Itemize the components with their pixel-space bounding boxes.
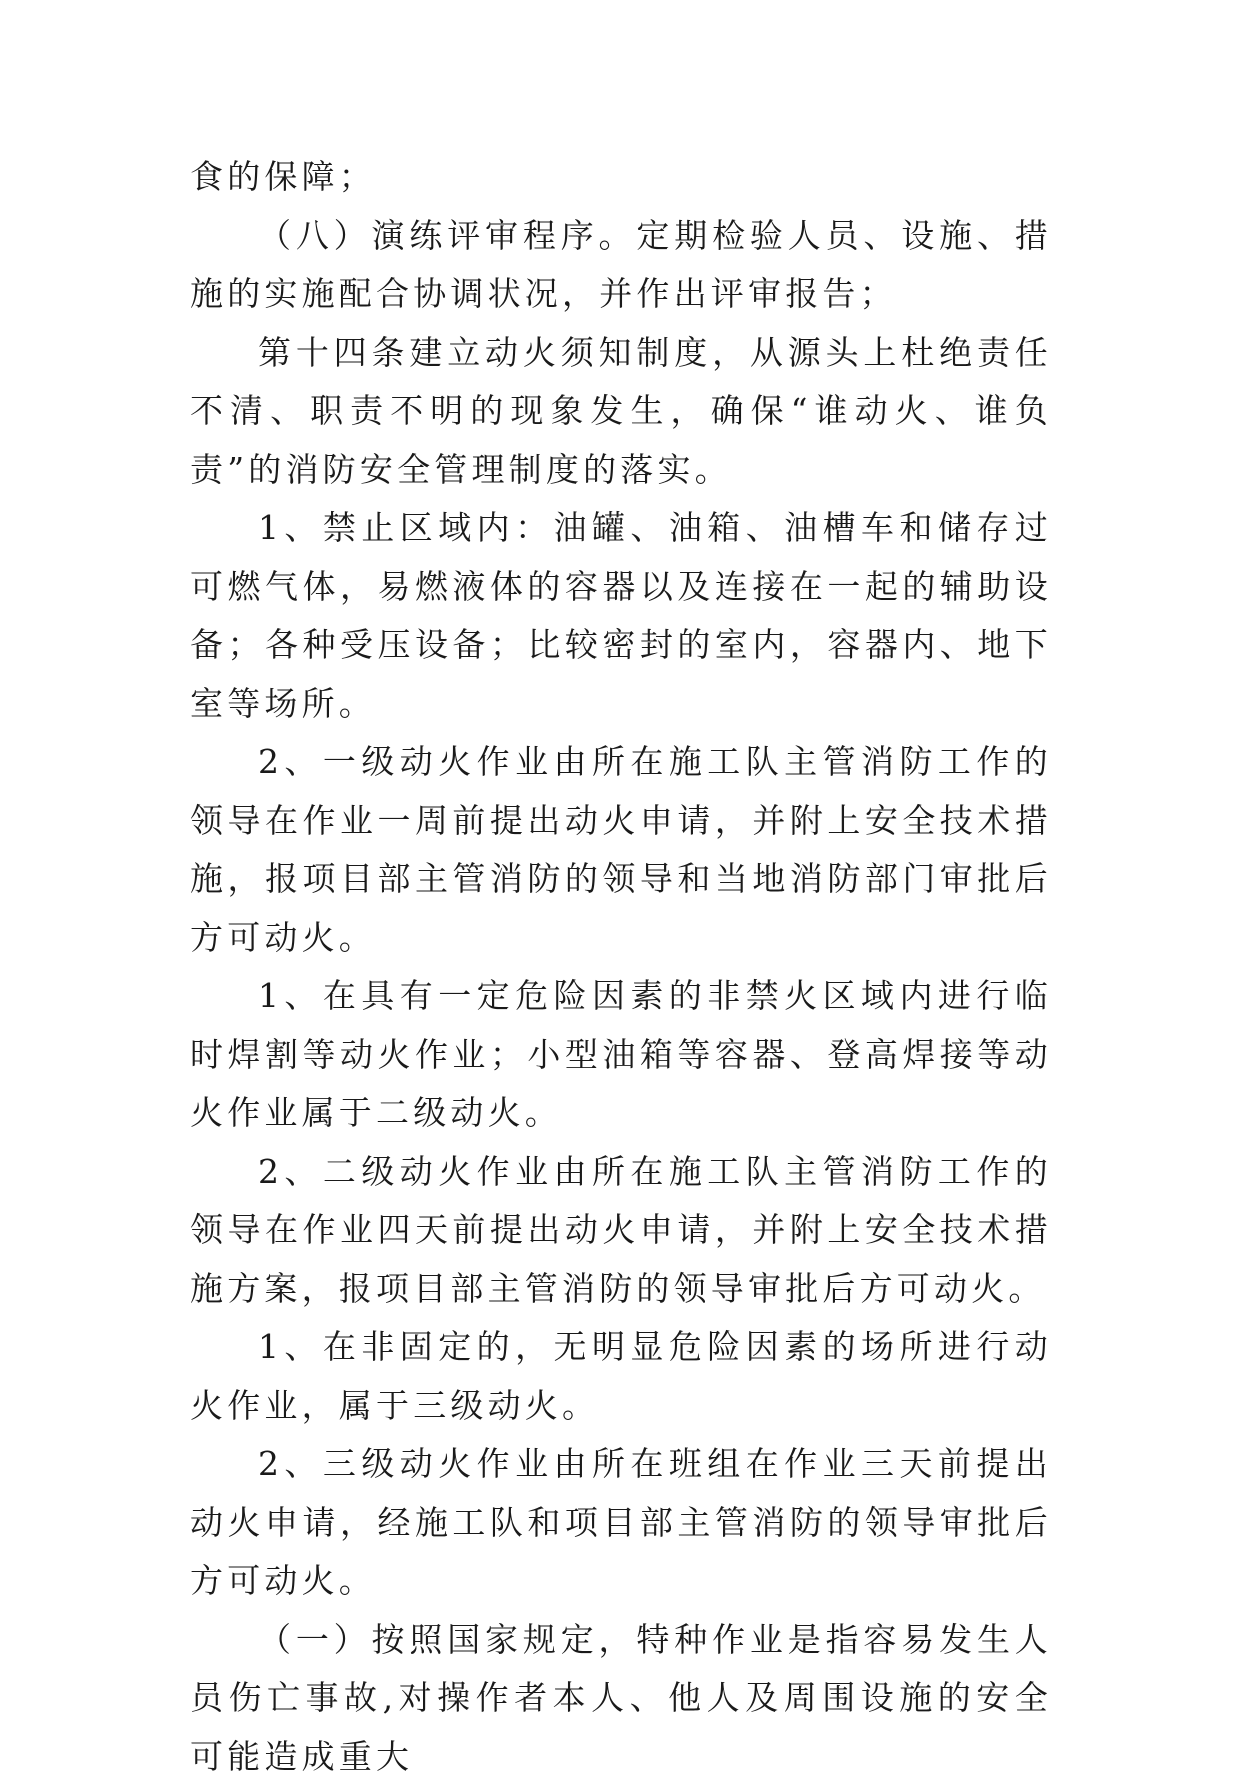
document-body [190, 148, 1052, 1786]
paragraph-special-operations: （一）按照国家规定，特种作业是指容易发生人员伤亡事故,对操作者本人、他人及周围设施的安全可能造成重大 [190, 1611, 1052, 1786]
paragraph-article-14: 第十四条建立动火须知制度，从源头上杜绝责任不清、职责不明的现象发生，确保“谁动火、谁负责”的消防安全管理制度的落实。 [190, 324, 1052, 500]
paragraph-drill-review: （八）演练评审程序。定期检验人员、设施、措施的实施配合协调状况，并作出评审报告； [190, 207, 1052, 324]
paragraph-level-1-procedure: 2、一级动火作业由所在施工队主管消防工作的领导在作业一周前提出动火申请，并附上安全技术措施，报项目部主管消防的领导和当地消防部门审批后方可动火。 [190, 733, 1052, 967]
paragraph-prohibited-area: 1、禁止区域内：油罐、油箱、油槽车和储存过可燃气体，易燃液体的容器以及连接在一起的辅助设备；各种受压设备；比较密封的室内，容器内、地下室等场所。 [190, 499, 1052, 733]
paragraph-level-2-procedure: 2、二级动火作业由所在施工队主管消防工作的领导在作业四天前提出动火申请，并附上安全技术措施方案，报项目部主管消防的领导审批后方可动火。 [190, 1143, 1052, 1319]
paragraph-continuation: 食的保障； [190, 148, 1052, 207]
paragraph-level-3-definition: 1、在非固定的，无明显危险因素的场所进行动火作业，属于三级动火。 [190, 1318, 1052, 1435]
paragraph-level-2-definition: 1、在具有一定危险因素的非禁火区域内进行临时焊割等动火作业；小型油箱等容器、登高焊接等动火作业属于二级动火。 [190, 967, 1052, 1143]
paragraph-level-3-procedure: 2、三级动火作业由所在班组在作业三天前提出动火申请，经施工队和项目部主管消防的领导审批后方可动火。 [190, 1435, 1052, 1611]
